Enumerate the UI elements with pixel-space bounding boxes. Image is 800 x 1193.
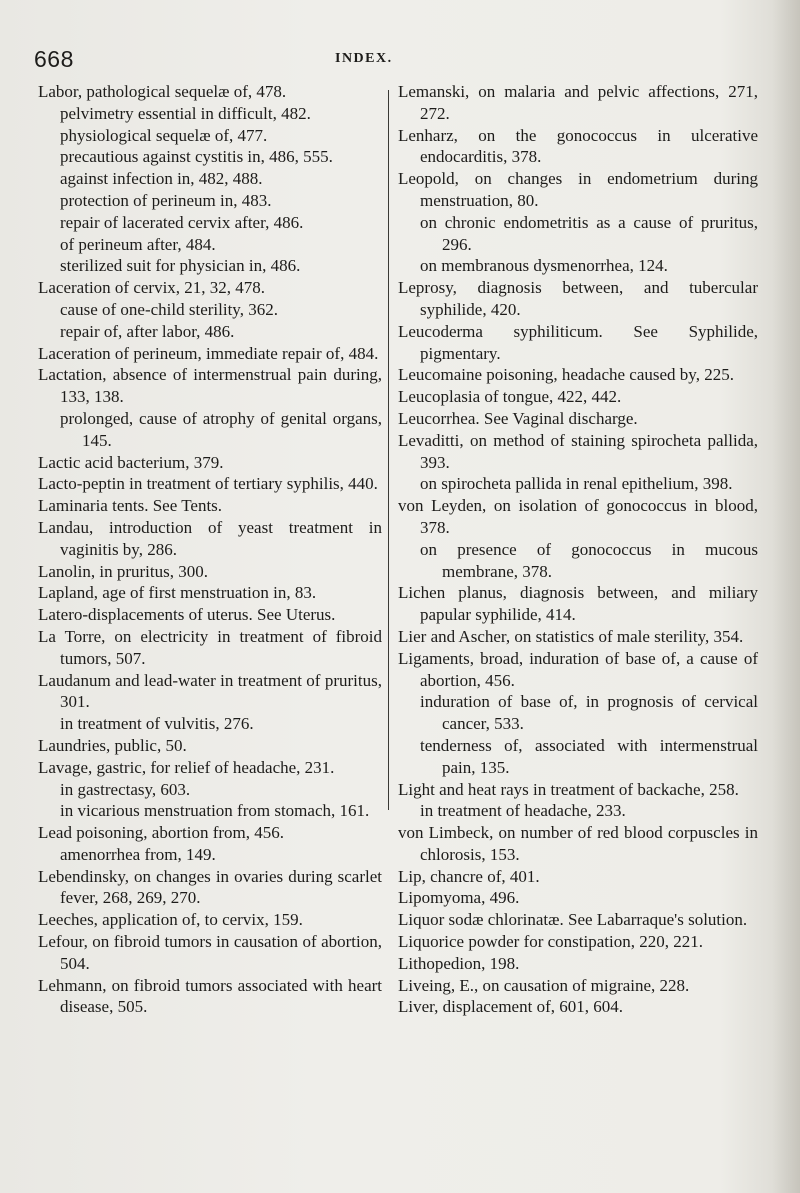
- index-entry: Leucorrhea. See Vaginal discharge.: [398, 408, 638, 428]
- index-column-right: [398, 81, 758, 1018]
- index-entry: Laudanum and lead-water in treatment of pruritus, 301.: [38, 670, 382, 712]
- index-subentry: in treatment of vulvitis, 276.: [60, 714, 254, 734]
- index-entry: Lanolin, in pruritus, 300.: [38, 561, 208, 581]
- index-entry: Leucoplasia of tongue, 422, 442.: [398, 387, 622, 407]
- column-divider: [388, 90, 389, 810]
- page-number: 668: [34, 46, 74, 72]
- index-subentry: precautious against cystitis in, 486, 555.: [60, 147, 333, 167]
- index-subentry: tenderness of, associated with intermenstrual pain, 135.: [420, 735, 758, 777]
- index-subentry: on membranous dysmenorrhea, 124.: [420, 256, 668, 276]
- index-entry: Lier and Ascher, on statistics of male sterility, 354.: [398, 626, 744, 646]
- index-entry: Lemanski, on malaria and pelvic affections, 271, 272.: [398, 82, 758, 123]
- index-entry: Lebendinsky, on changes in ovaries during scarlet fever, 268, 269, 270.: [38, 866, 382, 908]
- index-entry: Landau, introduction of yeast treatment in vaginitis by, 286.: [38, 517, 382, 559]
- index-subentry: repair of, after labor, 486.: [60, 321, 235, 341]
- running-head: INDEX.: [335, 51, 393, 66]
- index-subentry: in treatment of headache, 233.: [420, 801, 626, 821]
- index-column-left: [38, 81, 382, 1018]
- index-entry: Lefour, on fibroid tumors in causation of abortion, 504.: [38, 932, 382, 973]
- index-subentry: in vicarious menstruation from stomach, 161.: [60, 801, 370, 821]
- index-subentry: on spirocheta pallida in renal epithelium, 398.: [420, 474, 733, 494]
- index-entry: Light and heat rays in treatment of backache, 258.: [398, 779, 739, 799]
- index-subentry: of perineum after, 484.: [60, 234, 216, 254]
- page-edge-shadow: [772, 0, 800, 1193]
- index-subentry: physiological sequelæ of, 477.: [60, 125, 268, 145]
- index-subentry: sterilized suit for physician in, 486.: [60, 256, 301, 276]
- index-entry: Liveing, E., on causation of migraine, 228.: [398, 975, 690, 995]
- index-subentry: amenorrhea from, 149.: [60, 844, 216, 864]
- index-subentry: cause of one-child sterility, 362.: [60, 299, 278, 319]
- index-entry: von Leyden, on isolation of gonococcus in blood, 378.: [398, 496, 758, 537]
- index-entry: Latero-displacements of uterus. See Uterus.: [38, 605, 336, 625]
- index-entry: Laceration of cervix, 21, 32, 478.: [38, 278, 266, 298]
- index-subentry: protection of perineum in, 483.: [60, 190, 272, 210]
- index-entry: Lip, chancre of, 401.: [398, 866, 540, 886]
- index-entry: von Limbeck, on number of red blood corpuscles in chlorosis, 153.: [398, 823, 758, 864]
- index-entry: Leucoderma syphiliticum. See Syphilide, pigmentary.: [398, 321, 758, 363]
- index-entry: Lead poisoning, abortion from, 456.: [38, 823, 284, 843]
- index-entry: Lapland, age of first menstruation in, 83.: [38, 583, 317, 603]
- page-header: [0, 46, 800, 76]
- index-entry: Laundries, public, 50.: [38, 735, 187, 755]
- index-entry: Levaditti, on method of staining spirocheta pallida, 393.: [398, 430, 758, 472]
- index-entry: La Torre, on electricity in treatment of fibroid tumors, 507.: [38, 626, 382, 668]
- index-entry: Liver, displacement of, 601, 604.: [398, 997, 623, 1017]
- index-subentry: against infection in, 482, 488.: [60, 169, 263, 189]
- index-entry: Liquorice powder for constipation, 220, 221.: [398, 932, 703, 952]
- index-subentry: prolonged, cause of atrophy of genital organs, 145.: [60, 408, 382, 450]
- index-subentry: on presence of gonococcus in mucous membrane, 378.: [420, 539, 758, 581]
- index-entry: Lehmann, on fibroid tumors associated with heart disease, 505.: [38, 975, 382, 1017]
- index-entry: Leprosy, diagnosis between, and tubercular syphilide, 420.: [398, 278, 758, 319]
- index-entry: Lichen planus, diagnosis between, and miliary papular syphilide, 414.: [398, 583, 758, 625]
- index-subentry: repair of lacerated cervix after, 486.: [60, 212, 304, 232]
- index-entry: Liquor sodæ chlorinatæ. See Labarraque's solution.: [398, 910, 748, 930]
- index-subentry: induration of base of, in prognosis of cervical cancer, 533.: [420, 692, 758, 734]
- index-subentry: in gastrectasy, 603.: [60, 779, 191, 799]
- index-entry: Lithopedion, 198.: [398, 953, 520, 973]
- index-entry: Lavage, gastric, for relief of headache, 231.: [38, 757, 335, 777]
- index-entry: Lacto-peptin in treatment of tertiary syphilis, 440.: [38, 474, 378, 494]
- index-entry: Laceration of perineum, immediate repair of, 484.: [38, 343, 379, 363]
- index-entry: Lipomyoma, 496.: [398, 888, 520, 908]
- index-entry: Leucomaine poisoning, headache caused by, 225.: [398, 365, 734, 385]
- index-entry: Lenharz, on the gonococcus in ulcerative endocarditis, 378.: [398, 125, 758, 167]
- index-entry: Labor, pathological sequelæ of, 478.: [38, 82, 287, 101]
- index-entry: Laminaria tents. See Tents.: [38, 496, 223, 516]
- index-entry: Lactic acid bacterium, 379.: [38, 452, 224, 472]
- index-entry: Leeches, application of, to cervix, 159.: [38, 910, 303, 930]
- index-entry: Lactation, absence of intermenstrual pain during, 133, 138.: [38, 365, 382, 407]
- index-entry: Leopold, on changes in endometrium during menstruation, 80.: [398, 169, 758, 210]
- index-entry: Ligaments, broad, induration of base of, a cause of abortion, 456.: [398, 648, 758, 690]
- index-subentry: on chronic endometritis as a cause of pruritus, 296.: [420, 212, 758, 254]
- index-subentry: pelvimetry essential in difficult, 482.: [60, 103, 311, 123]
